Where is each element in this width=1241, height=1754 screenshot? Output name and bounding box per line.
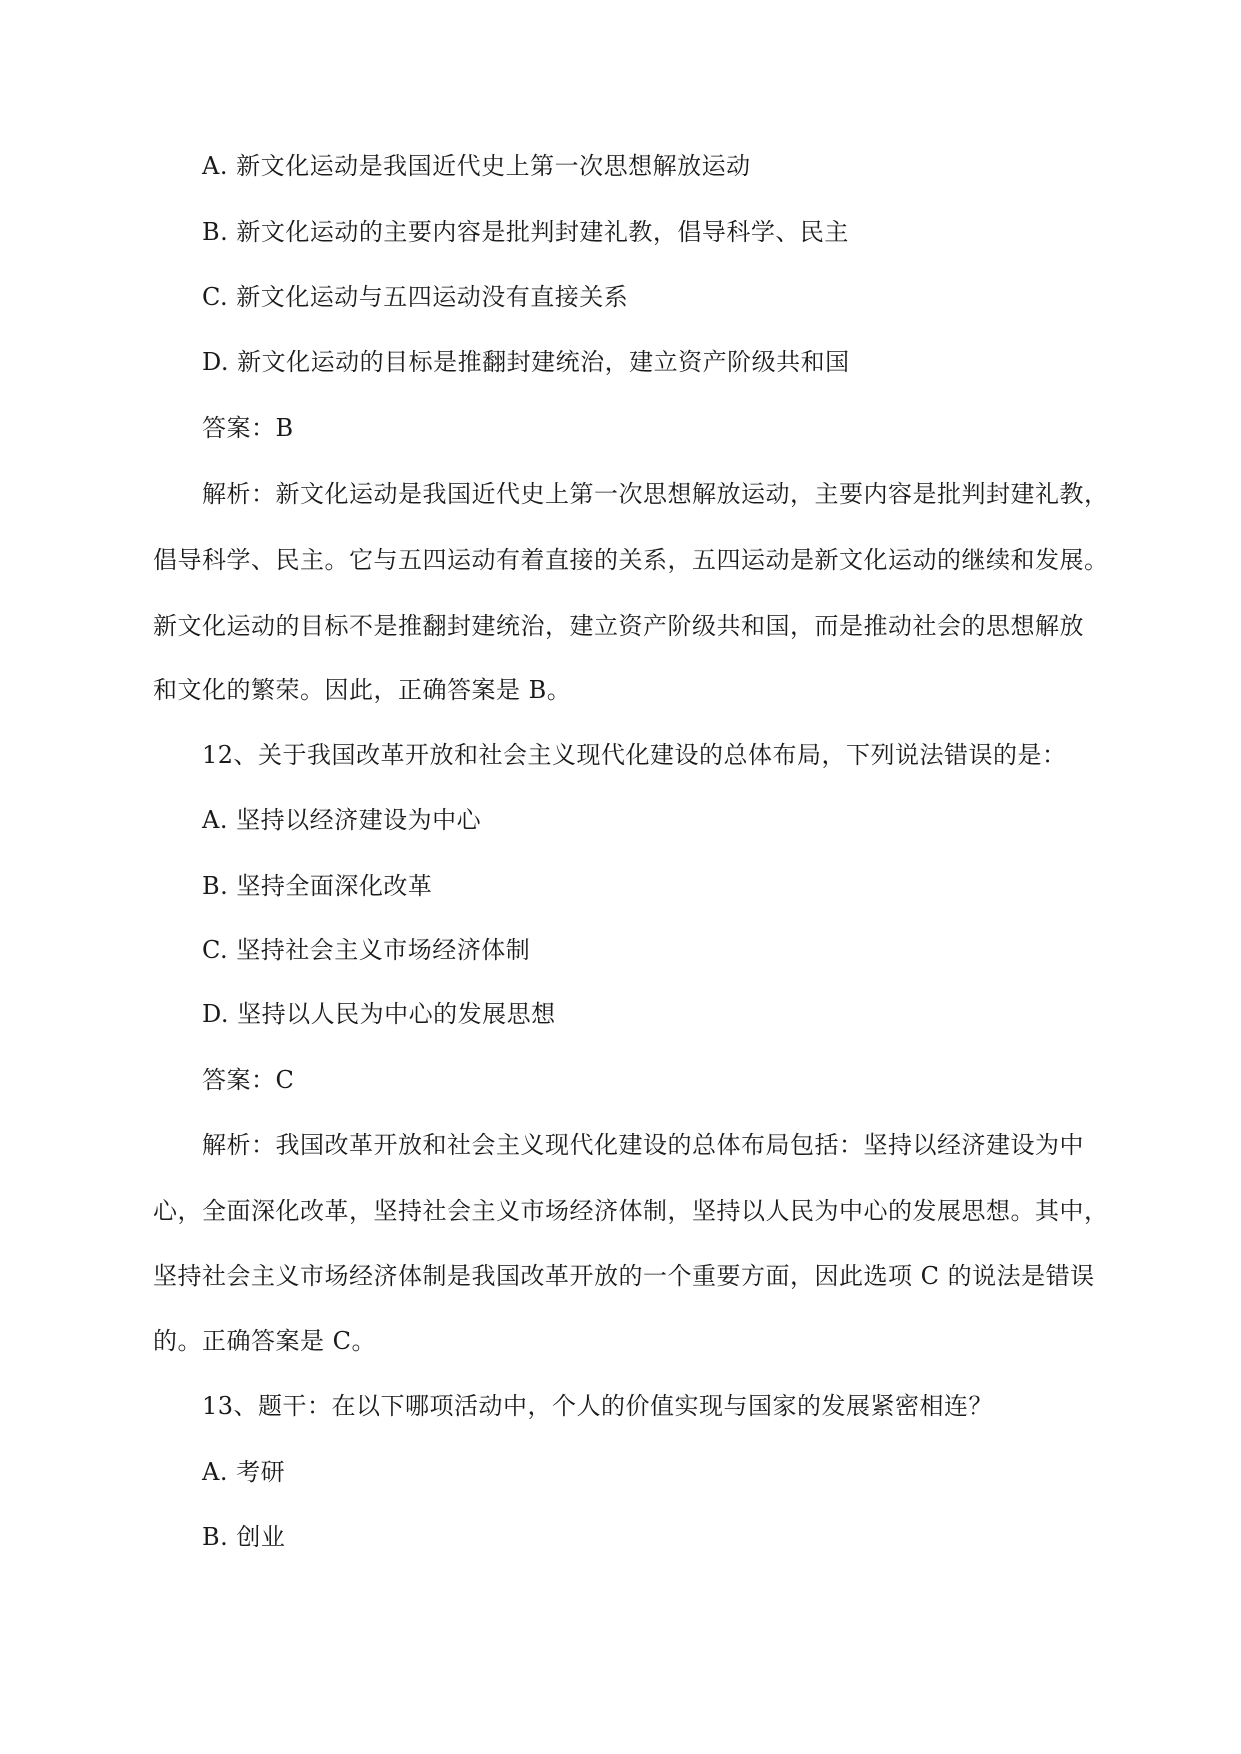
q11-option-a: A. 新文化运动是我国近代史上第一次思想解放运动 [202, 152, 751, 180]
q12-analysis-line-2: 心，全面深化改革，坚持社会主义市场经济体制，坚持以人民为中心的发展思想。其中， [153, 1197, 1109, 1225]
q12-analysis-line-4: 的。正确答案是 C。 [153, 1327, 376, 1355]
q11-answer: 答案：B [202, 414, 294, 442]
q12-option-d: D. 坚持以人民为中心的发展思想 [202, 1000, 556, 1028]
q13-option-b: B. 创业 [202, 1523, 286, 1551]
q13-question: 13、题干：在以下哪项活动中，个人的价值实现与国家的发展紧密相连？ [202, 1392, 994, 1420]
q11-option-b: B. 新文化运动的主要内容是批判封建礼教，倡导科学、民主 [202, 218, 849, 246]
q12-question: 12、关于我国改革开放和社会主义现代化建设的总体布局，下列说法错误的是： [202, 741, 1067, 769]
q11-analysis-line-1: 解析：新文化运动是我国近代史上第一次思想解放运动，主要内容是批判封建礼教， [202, 480, 1109, 508]
q12-option-a: A. 坚持以经济建设为中心 [202, 806, 482, 834]
q12-analysis-line-1: 解析：我国改革开放和社会主义现代化建设的总体布局包括：坚持以经济建设为中 [202, 1131, 1084, 1159]
q11-analysis-line-3: 新文化运动的目标不是推翻封建统治，建立资产阶级共和国，而是推动社会的思想解放 [153, 612, 1084, 640]
q12-option-c: C. 坚持社会主义市场经济体制 [202, 936, 531, 964]
q12-option-b: B. 坚持全面深化改革 [202, 872, 433, 900]
q11-option-c: C. 新文化运动与五四运动没有直接关系 [202, 283, 629, 311]
q11-option-d: D. 新文化运动的目标是推翻封建统治，建立资产阶级共和国 [202, 348, 850, 376]
q12-analysis-line-3: 坚持社会主义市场经济体制是我国改革开放的一个重要方面，因此选项 C 的说法是错误 [153, 1262, 1095, 1290]
q11-analysis-line-4: 和文化的繁荣。因此，正确答案是 B。 [153, 676, 572, 704]
q11-analysis-line-2: 倡导科学、民主。它与五四运动有着直接的关系，五四运动是新文化运动的继续和发展。 [153, 546, 1109, 574]
q13-option-a: A. 考研 [202, 1458, 286, 1486]
q12-answer: 答案：C [202, 1066, 295, 1094]
